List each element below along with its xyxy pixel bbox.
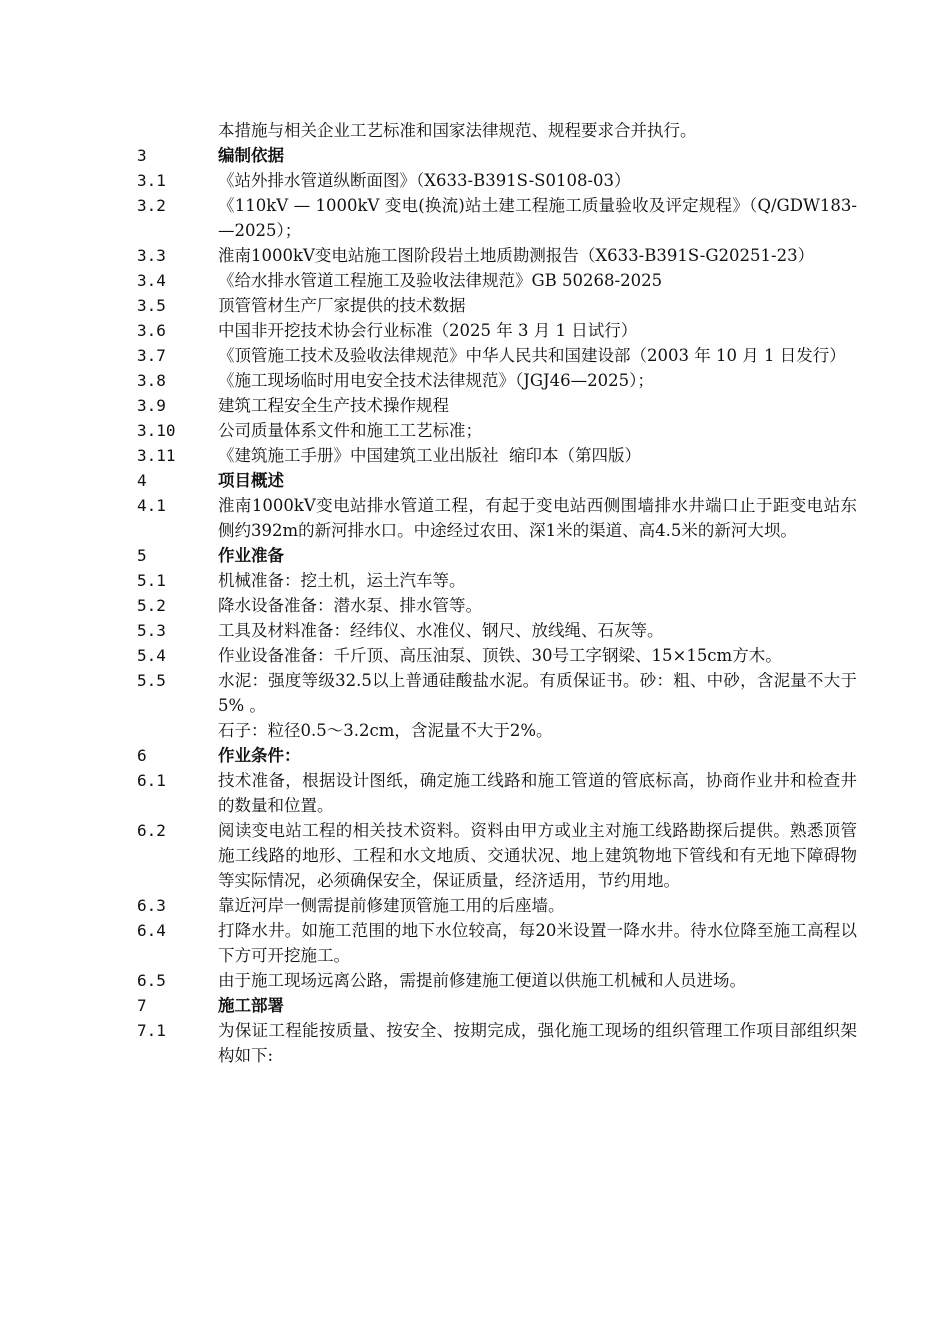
item-number: 3.5 xyxy=(137,296,166,315)
paragraph-line xyxy=(137,343,857,368)
paragraph-line xyxy=(137,418,857,443)
paragraph-line xyxy=(137,593,857,618)
item-text: 降水设备准备：潜水泵、排水管等。 xyxy=(218,596,482,615)
paragraph-line xyxy=(137,818,857,893)
item-text: 石子：粒径0.5～3.2cm，含泥量不大于2%。 xyxy=(218,721,553,740)
item-number: 3.1 xyxy=(137,171,166,190)
item-number: 5.4 xyxy=(137,646,166,665)
item-number: 5.5 xyxy=(137,671,166,690)
paragraph-line xyxy=(137,193,857,243)
item-number: 3 xyxy=(137,146,147,165)
item-number: 3.10 xyxy=(137,421,176,440)
item-number: 3.6 xyxy=(137,321,166,340)
item-text: 作业设备准备：千斤顶、高压油泵、顶铁、30号工字钢梁、15×15cm方木。 xyxy=(218,646,782,665)
section-heading xyxy=(137,143,857,168)
item-text: 建筑工程安全生产技术操作规程 xyxy=(218,396,449,415)
item-text: 《110kV — 1000kV 变电(换流)站土建工程施工质量验收及评定规程》（Q/GDW183-—2025）； xyxy=(218,196,857,240)
paragraph-line xyxy=(137,618,857,643)
paragraph-line xyxy=(137,668,857,718)
item-number: 3.9 xyxy=(137,396,166,415)
heading-text: 作业准备 xyxy=(218,546,284,565)
item-text: 为保证工程能按质量、按安全、按期完成，强化施工现场的组织管理工作项目部组织架构如下: xyxy=(218,1021,857,1065)
item-number: 6.5 xyxy=(137,971,166,990)
item-text: 打降水井。如施工范围的地下水位较高，每20米设置一降水井。待水位降至施工高程以下方可开挖施工。 xyxy=(218,921,857,965)
item-number: 3.7 xyxy=(137,346,166,365)
item-number: 3.11 xyxy=(137,446,176,465)
section-heading xyxy=(137,543,857,568)
item-text: 《站外排水管道纵断面图》（X633-B391S-S0108-03） xyxy=(218,171,631,190)
item-text: 水泥：强度等级32.5以上普通硅酸盐水泥。有质保证书。砂：粗、中砂，含泥量不大于5% 。 xyxy=(218,671,857,715)
item-text: 顶管管材生产厂家提供的技术数据 xyxy=(218,296,466,315)
item-text: 淮南1000kV变电站施工图阶段岩土地质勘测报告（X633-B391S-G20251-23） xyxy=(218,246,815,265)
item-number: 7.1 xyxy=(137,1021,166,1040)
item-text: 公司质量体系文件和施工工艺标准； xyxy=(218,421,482,440)
paragraph-line xyxy=(137,768,857,818)
item-text: 淮南1000kV变电站排水管道工程，有起于变电站西侧围墙排水井端口止于距变电站东侧约392m的新河排水口。中途经过农田、深1米的渠道、高4.5米的新河大坝。 xyxy=(218,496,857,540)
item-number: 3.4 xyxy=(137,271,166,290)
paragraph-line xyxy=(137,293,857,318)
document-body xyxy=(137,118,857,1068)
item-text: 工具及材料准备：经纬仪、水准仪、钢尺、放线绳、石灰等。 xyxy=(218,621,664,640)
paragraph-line xyxy=(137,968,857,993)
item-text: 靠近河岸一侧需提前修建顶管施工用的后座墙。 xyxy=(218,896,565,915)
section-heading xyxy=(137,993,857,1018)
paragraph-line xyxy=(137,893,857,918)
item-number: 6.4 xyxy=(137,921,166,940)
item-text: 《顶管施工技术及验收法律规范》中华人民共和国建设部（2003 年 10 月 1 日发行） xyxy=(218,346,846,365)
paragraph-line xyxy=(137,118,857,143)
item-number: 3.2 xyxy=(137,196,166,215)
item-text: 《施工现场临时用电安全技术法律规范》（JGJ46—2025）； xyxy=(218,371,654,390)
paragraph-line xyxy=(137,1018,857,1068)
heading-text: 编制依据 xyxy=(218,146,284,165)
heading-text: 施工部署 xyxy=(218,996,284,1015)
paragraph-line xyxy=(137,318,857,343)
item-number: 5.2 xyxy=(137,596,166,615)
paragraph-line xyxy=(137,393,857,418)
heading-text: 项目概述 xyxy=(218,471,284,490)
item-number: 5.3 xyxy=(137,621,166,640)
item-number: 4 xyxy=(137,471,147,490)
item-number: 6.1 xyxy=(137,771,166,790)
section-heading xyxy=(137,743,857,768)
item-number: 3.8 xyxy=(137,371,166,390)
paragraph-line xyxy=(137,643,857,668)
item-text: 中国非开挖技术协会行业标准（2025 年 3 月 1 日试行） xyxy=(218,321,638,340)
section-heading xyxy=(137,468,857,493)
item-text: 阅读变电站工程的相关技术资料。资料由甲方或业主对施工线路勘探后提供。熟悉顶管施工线路的地形、工程和水文地质、交通状况、地上建筑物地下管线和有无地下障碍物等实际情况，必须确保安全，保证质量，经济适用，节约用地。 xyxy=(218,821,857,890)
item-text: 机械准备：挖土机，运土汽车等。 xyxy=(218,571,466,590)
paragraph-line xyxy=(137,568,857,593)
heading-text: 作业条件： xyxy=(218,746,301,765)
paragraph-line xyxy=(137,243,857,268)
item-text: 《给水排水管道工程施工及验收法律规范》GB 50268-2025 xyxy=(218,271,663,290)
item-text: 技术准备，根据设计图纸，确定施工线路和施工管道的管底标高，协商作业井和检查井的数量和位置。 xyxy=(218,771,857,815)
item-text: 由于施工现场远离公路，需提前修建施工便道以供施工机械和人员进场。 xyxy=(218,971,746,990)
item-text: 《建筑施工手册》中国建筑工业出版社 缩印本（第四版） xyxy=(218,446,641,465)
paragraph-line xyxy=(137,268,857,293)
item-number: 3.3 xyxy=(137,246,166,265)
item-number: 6 xyxy=(137,746,147,765)
item-number: 5 xyxy=(137,546,147,565)
item-number: 5.1 xyxy=(137,571,166,590)
paragraph-line xyxy=(137,918,857,968)
paragraph-line xyxy=(137,493,857,543)
item-number: 6.3 xyxy=(137,896,166,915)
paragraph-line xyxy=(137,443,857,468)
item-number: 4.1 xyxy=(137,496,166,515)
paragraph-line xyxy=(137,718,857,743)
item-text: 本措施与相关企业工艺标准和国家法律规范、规程要求合并执行。 xyxy=(218,121,697,140)
paragraph-line xyxy=(137,368,857,393)
paragraph-line xyxy=(137,168,857,193)
item-number: 6.2 xyxy=(137,821,166,840)
item-number: 7 xyxy=(137,996,147,1015)
